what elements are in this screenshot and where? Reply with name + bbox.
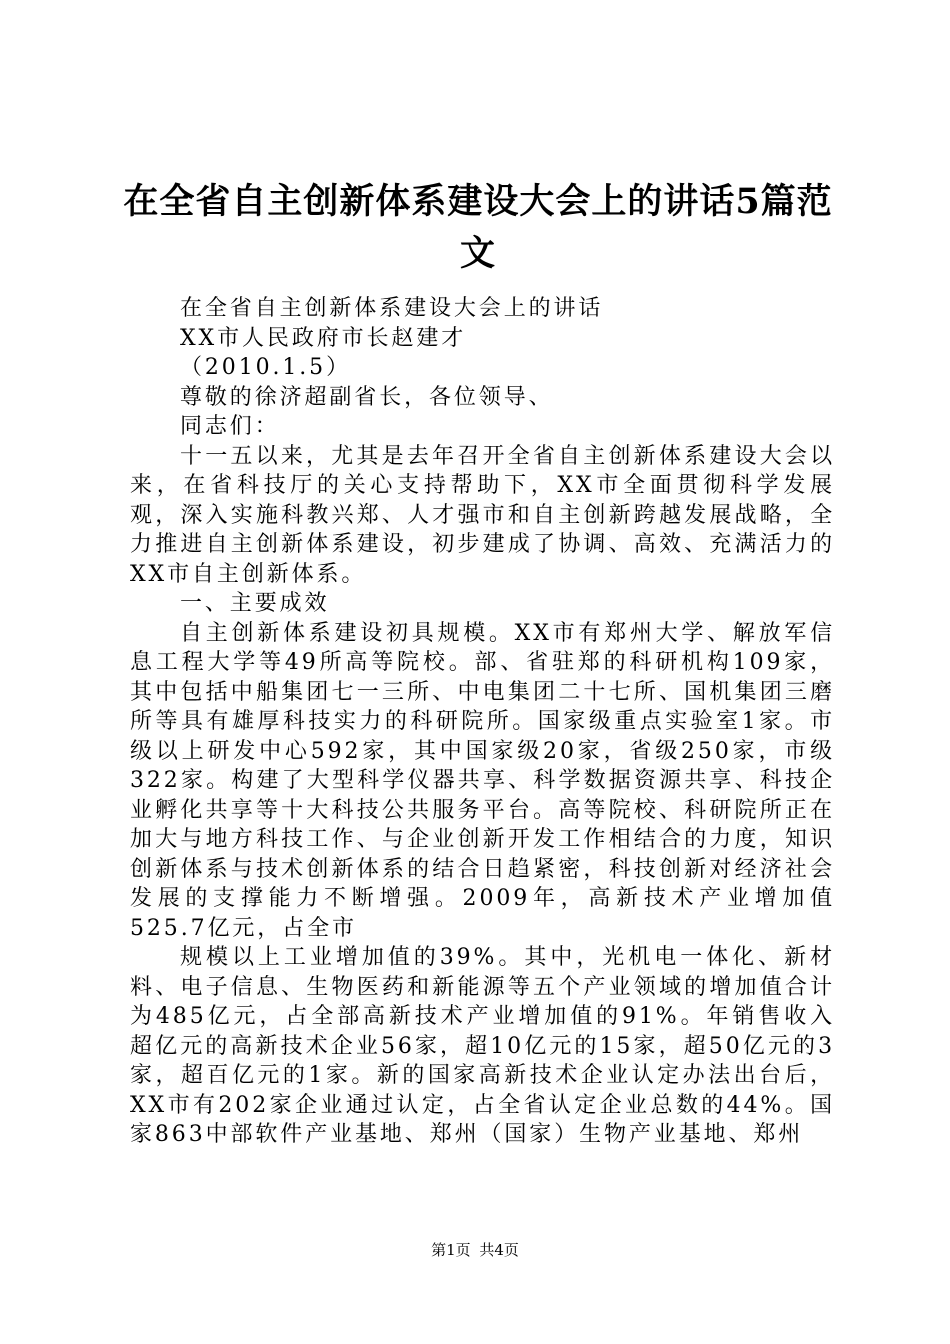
intro-paragraph: 十一五以来，尤其是去年召开全省自主创新体系建设大会以来，在省科技厅的关心支持帮助下，XX市全面贯彻科学发展观，深入实施科教兴郑、人才强市和自主创新跨越发展战略，全力推进自主创新体系建设，初步建成了协调、高效、充满活力的XX市自主创新体系。: [130, 443, 835, 587]
salutation-line: 尊敬的徐济超副省长，各位领导、: [180, 384, 554, 410]
salutation-line-2: 同志们：: [180, 414, 280, 439]
date-line: （2010.1.5）: [180, 355, 351, 380]
document-body: [130, 294, 835, 1150]
page-total: 共4页: [479, 1241, 519, 1259]
body-paragraph: 自主创新体系建设初具规模。XX市有郑州大学、解放军信息工程大学等49所高等院校。部、省驻郑的科研机构109家，其中包括中船集团七一三所、中电集团二十七所、国机集团三磨所等具有雄厚科技实力的科研院所。国家级重点实验室1家。市级以上研发中心592家，其中国家级20家，省级250家，市级322家。构建了大型科学仪器共享、科学数据资源共享、科技企业孵化共享等十大科技公共服务平台。高等院校、科研院所正在加大与地方科技工作、与企业创新开发工作相结合的力度，知识创新体系与技术创新体系的结合日趋紧密，科技创新对经济社会发展的支撑能力不断增强。2009年，高新技术产业增加值525.7亿元，占全市: [130, 620, 835, 941]
speech-title-line: 在全省自主创新体系建设大会上的讲话: [180, 296, 604, 321]
body-paragraph: 规模以上工业增加值的39%。其中，光机电一体化、新材料、电子信息、生物医药和新能源等五个产业领域的增加值合计为485亿元，占全部高新技术产业增加值的91%。年销售收入超亿元的高新技术企业56家，超10亿元的15家，超50亿元的3家，超百亿元的1家。新的国家高新技术企业认定办法出台后，XX市有202家企业通过认定，占全省认定企业总数的44%。国家863中部软件产业基地、郑州（国家）生物产业基地、郑州: [130, 945, 835, 1147]
page-number: 第1页: [431, 1241, 471, 1259]
speaker-line: XX市人民政府市长赵建才: [180, 325, 467, 351]
page-footer: [0, 1240, 950, 1260]
document-title: 在全省自主创新体系建设大会上的讲话5篇范文: [123, 181, 833, 274]
section-heading: 一、主要成效: [180, 591, 330, 616]
